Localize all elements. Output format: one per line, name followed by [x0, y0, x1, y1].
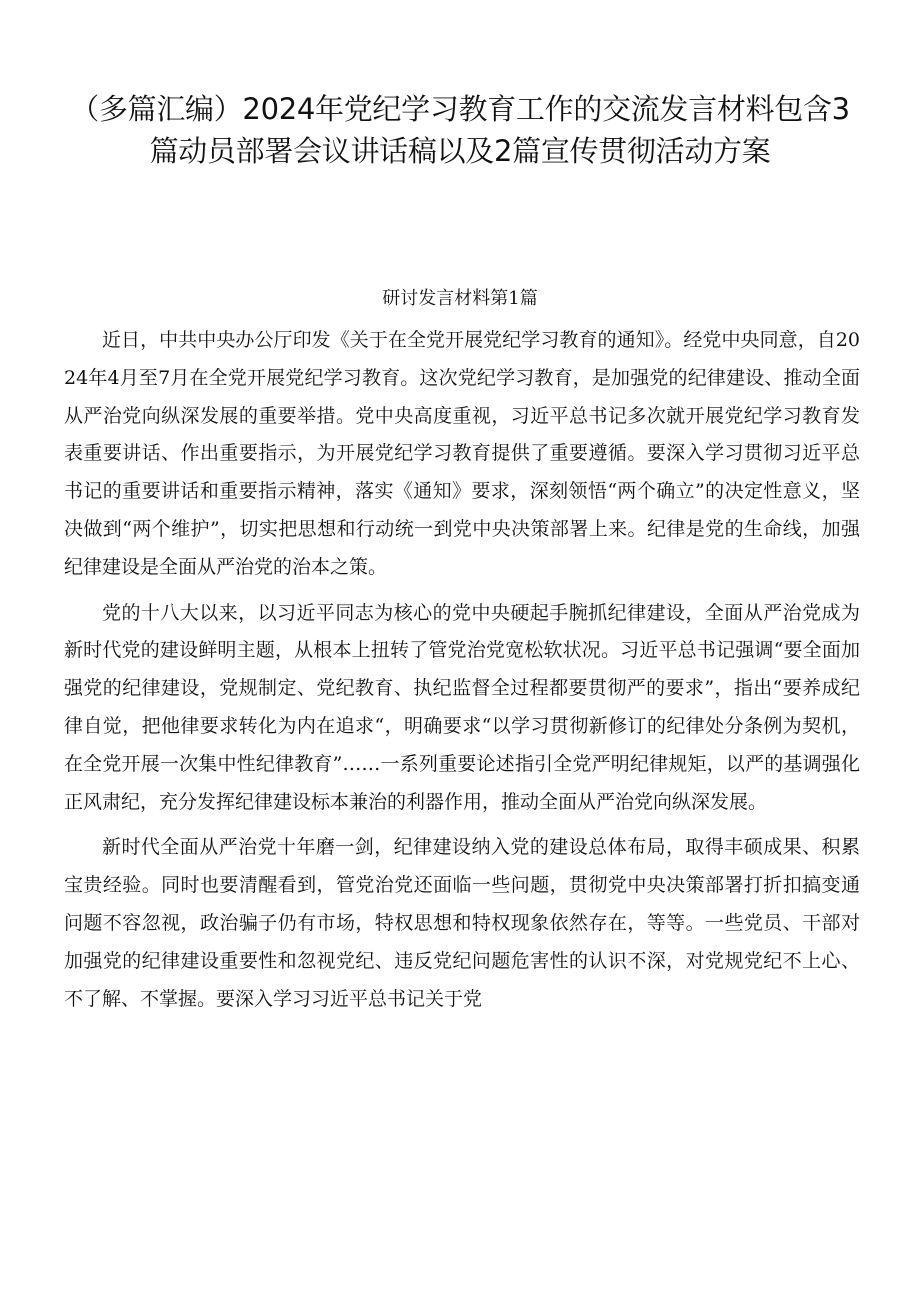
paragraph-2: 党的十八大以来，以习近平同志为核心的党中央硬起手腕抓纪律建设，全面从严治党成为新时代党的建设鲜明主题，从根本上扭转了管党治党宽松软状况。习近平总书记强调“要全面加强党的纪律建设，党规制定、党纪教育、执纪监督全过程都要贯彻严的要求”，指出“要养成纪律自觉，把他律要求转化为内在追求“，明确要求“以学习贯彻新修订的纪律处分条例为契机，在全党开展一次集中性纪律教育”……一系列重要论述指引全党严明纪律规矩，以严的基调强化正风肃纪，充分发挥纪律建设标本兼治的利器作用，推动全面从严治党向纵深发展。: [64, 601, 860, 813]
paragraph-1: 近日，中共中央办公厅印发《关于在全党开展党纪学习教育的通知》。经党中央同意，自2024年4月至7月在全党开展党纪学习教育。这次党纪学习教育，是加强党的纪律建设、推动全面从严治党向纵深发展的重要举措。党中央高度重视，习近平总书记多次就开展党纪学习教育发表重要讲话、作出重要指示，为开展党纪学习教育提供了重要遵循。要深入学习贯彻习近平总书记的重要讲话和重要指示精神，落实《通知》要求，深刻领悟“两个确立”的决定性意义，坚决做到“两个维护”，切实把思想和行动统一到党中央决策部署上来。纪律是党的生命线，加强纪律建设是全面从严治党的治本之策。: [64, 329, 860, 578]
document-title: （多篇汇编）2024年党纪学习教育工作的交流发言材料包含3篇动员部署会议讲话稿以及2篇宣传贯彻活动方案: [70, 92, 850, 168]
paragraph-3: 新时代全面从严治党十年磨一剑，纪律建设纳入党的建设总体布局，取得丰硕成果、积累宝贵经验。同时也要清醒看到，管党治党还面临一些问题，贯彻党中央决策部署打折扣搞变通问题不容忽视，政治骗子仍有市场，特权思想和特权现象依然存在，等等。一些党员、干部对加强党的纪律建设重要性和忽视党纪、违反党纪问题危害性的认识不深，对党规党纪不上心、不了解、不掌握。要深入学习习近平总书记关于党: [64, 836, 860, 1010]
document-body: [64, 322, 860, 1018]
section-heading: 研讨发言材料第1篇: [382, 288, 538, 309]
